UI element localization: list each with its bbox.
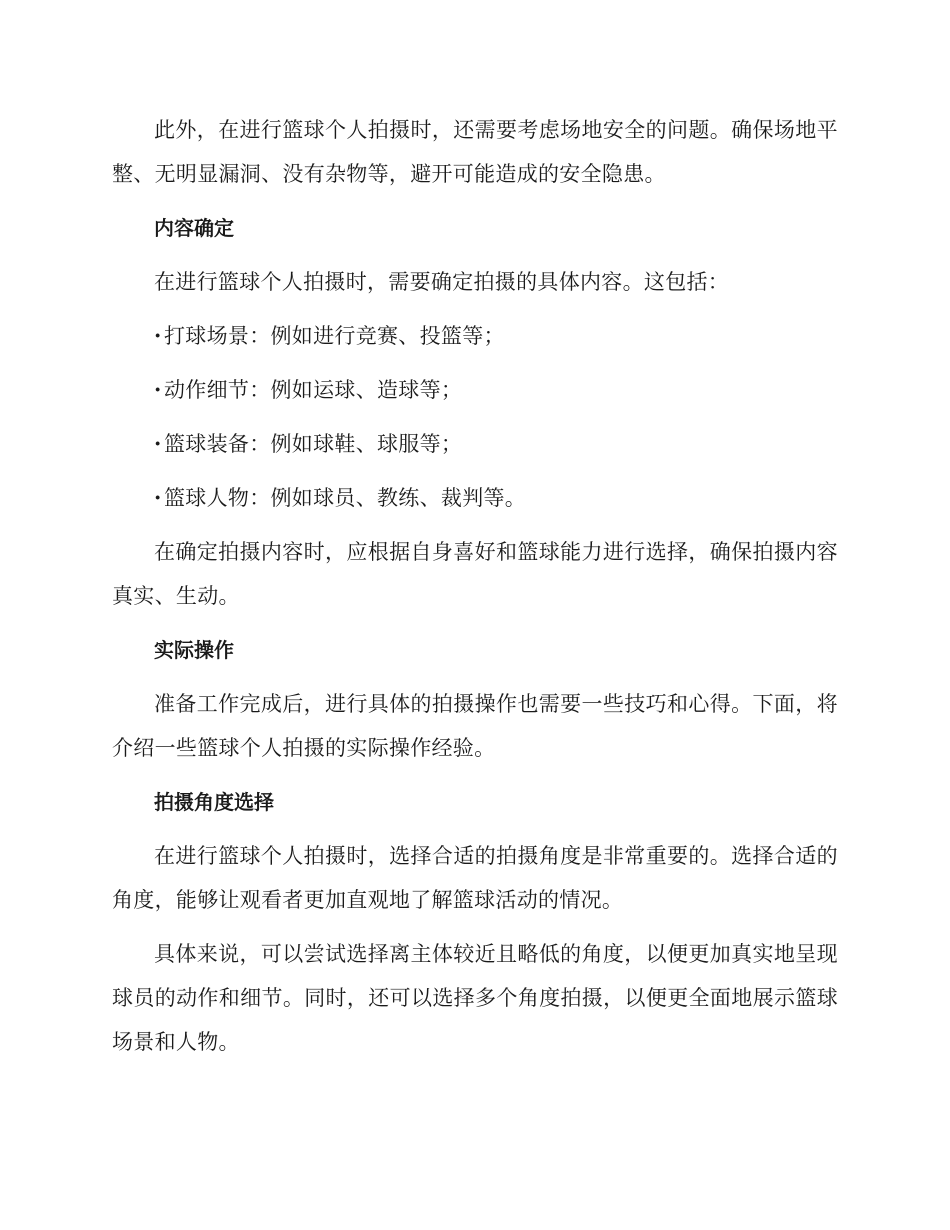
paragraph-content-selection: 在确定拍摄内容时，应根据自身喜好和篮球能力进行选择，确保拍摄内容真实、生动。 xyxy=(112,540,838,608)
bullet-icon: · xyxy=(154,485,162,510)
list-item-text: 打球场景：例如进行竞赛、投篮等； xyxy=(164,324,505,348)
paragraph-operation-intro: 准备工作完成后，进行具体的拍摄操作也需要一些技巧和心得。下面，将介绍一些篮球个人拍摄的实际操作经验。 xyxy=(112,692,838,760)
content-list xyxy=(112,314,838,520)
heading-actual-operation: 实际操作 xyxy=(154,638,234,662)
paragraph-angle-importance: 在进行篮球个人拍摄时，选择合适的拍摄角度是非常重要的。选择合适的角度，能够让观看者更加直观地了解篮球活动的情况。 xyxy=(112,844,838,912)
list-item xyxy=(154,314,838,358)
heading-content-determination: 内容确定 xyxy=(154,216,234,240)
list-item xyxy=(154,368,838,412)
list-item xyxy=(154,422,838,466)
list-item-text: 篮球人物：例如球员、教练、裁判等。 xyxy=(164,486,527,510)
bullet-icon: · xyxy=(154,431,162,456)
list-item xyxy=(154,476,838,520)
list-item-text: 动作细节：例如运球、造球等； xyxy=(164,378,463,402)
paragraph-angle-details: 具体来说，可以尝试选择离主体较近且略低的角度，以便更加真实地呈现球员的动作和细节。同时，还可以选择多个角度拍摄，以便更全面地展示篮球场景和人物。 xyxy=(112,942,838,1054)
heading-angle-selection: 拍摄角度选择 xyxy=(154,790,274,814)
paragraph-site-safety: 此外，在进行篮球个人拍摄时，还需要考虑场地安全的问题。确保场地平整、无明显漏洞、没有杂物等，避开可能造成的安全隐患。 xyxy=(112,118,838,186)
paragraph-content-intro: 在进行篮球个人拍摄时，需要确定拍摄的具体内容。这包括： xyxy=(154,270,730,294)
bullet-icon: · xyxy=(154,377,162,402)
bullet-icon: · xyxy=(154,323,162,348)
list-item-text: 篮球装备：例如球鞋、球服等； xyxy=(164,432,463,456)
